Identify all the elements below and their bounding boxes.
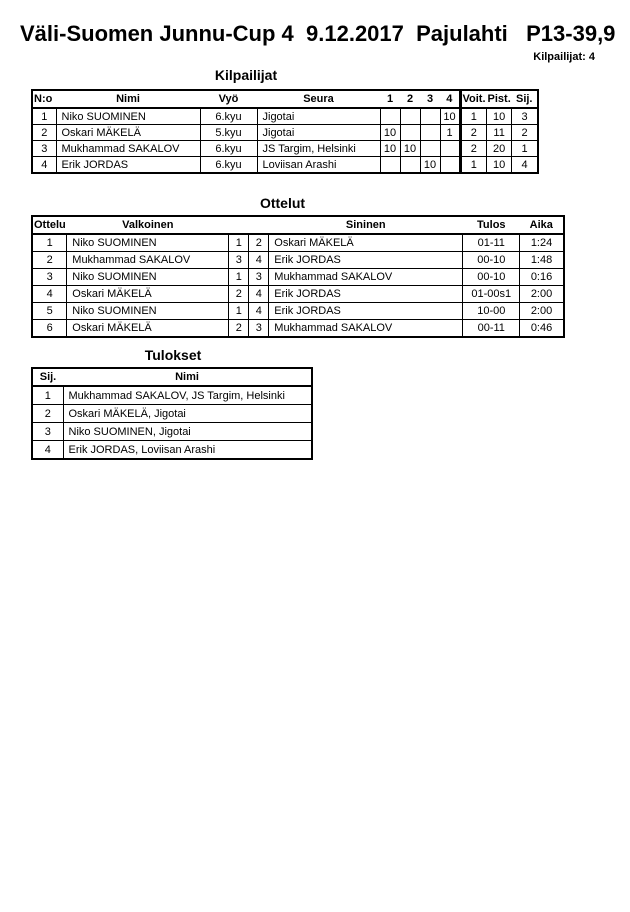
cell-voit: 2 xyxy=(460,125,487,141)
table-row xyxy=(32,441,312,460)
cell-sij: 1 xyxy=(32,386,63,405)
col-header-nimi: Nimi xyxy=(63,368,312,386)
cell-vs-3 xyxy=(420,141,440,157)
cell-nimi: Mukhammad SAKALOV xyxy=(56,141,200,157)
cell-vyo: 6.kyu xyxy=(200,157,257,174)
table-row xyxy=(32,108,538,125)
cell-aika: 1:48 xyxy=(520,252,564,269)
col-header-voit: Voit. xyxy=(460,90,487,108)
cell-blue-no: 3 xyxy=(249,320,269,338)
cell-aika: 2:00 xyxy=(520,303,564,320)
cell-seura: JS Targim, Helsinki xyxy=(257,141,380,157)
cell-sininen: Erik JORDAS xyxy=(269,252,463,269)
col-header-vyo: Vyö xyxy=(200,90,257,108)
cell-blue-no: 4 xyxy=(249,252,269,269)
cell-vs-4 xyxy=(440,141,460,157)
col-header-aika: Aika xyxy=(520,216,564,234)
cell-valkoinen: Niko SUOMINEN xyxy=(67,269,229,286)
cell-nimi: Erik JORDAS, Loviisan Arashi xyxy=(63,441,312,460)
col-header-pist: Pist. xyxy=(487,90,512,108)
table-row xyxy=(32,125,538,141)
cell-voit: 1 xyxy=(460,157,487,174)
cell-vs-1: 10 xyxy=(380,125,400,141)
cell-vs-1 xyxy=(380,108,400,125)
cell-white-no: 2 xyxy=(229,320,249,338)
cell-sij: 1 xyxy=(512,141,538,157)
table-row xyxy=(32,286,564,303)
cell-vs-2 xyxy=(400,157,420,174)
table-row xyxy=(32,423,312,441)
col-header-seura: Seura xyxy=(257,90,380,108)
cell-vs-4 xyxy=(440,157,460,174)
table-header-row xyxy=(32,368,312,386)
cell-vs-3 xyxy=(420,108,440,125)
cell-nimi: Niko SUOMINEN xyxy=(56,108,200,125)
col-header-no: N:o xyxy=(32,90,56,108)
cell-tulos: 00-11 xyxy=(463,320,520,338)
cell-white-no: 1 xyxy=(229,269,249,286)
cell-no: 4 xyxy=(32,157,56,174)
cell-no: 3 xyxy=(32,141,56,157)
table-row xyxy=(32,234,564,252)
table-row xyxy=(32,405,312,423)
cell-tulos: 00-10 xyxy=(463,252,520,269)
table-row xyxy=(32,320,564,338)
cell-nimi: Niko SUOMINEN, Jigotai xyxy=(63,423,312,441)
cell-tulos: 10-00 xyxy=(463,303,520,320)
cell-match-no: 3 xyxy=(32,269,67,286)
cell-sij: 2 xyxy=(32,405,63,423)
cell-vyo: 6.kyu xyxy=(200,141,257,157)
cell-valkoinen: Niko SUOMINEN xyxy=(67,234,229,252)
cell-sij: 3 xyxy=(512,108,538,125)
cell-blue-no: 3 xyxy=(249,269,269,286)
cell-vs-4: 1 xyxy=(440,125,460,141)
table-row xyxy=(32,303,564,320)
cell-aika: 0:16 xyxy=(520,269,564,286)
cell-vs-1: 10 xyxy=(380,141,400,157)
cell-valkoinen: Oskari MÄKELÄ xyxy=(67,320,229,338)
col-header-nimi: Nimi xyxy=(56,90,200,108)
col-header-valkoinen: Valkoinen xyxy=(67,216,229,234)
cell-match-no: 2 xyxy=(32,252,67,269)
cell-no: 2 xyxy=(32,125,56,141)
cell-aika: 1:24 xyxy=(520,234,564,252)
cell-match-no: 5 xyxy=(32,303,67,320)
col-header-ottelu: Ottelu xyxy=(32,216,67,234)
col-header-blue-no xyxy=(249,216,269,234)
table-row xyxy=(32,157,538,174)
cell-white-no: 3 xyxy=(229,252,249,269)
cell-pist: 10 xyxy=(487,108,512,125)
cell-sininen: Mukhammad SAKALOV xyxy=(269,320,463,338)
table-header-row xyxy=(32,90,538,108)
section-title-kilpailijat: Kilpailijat xyxy=(214,67,278,83)
cell-voit: 1 xyxy=(460,108,487,125)
cell-tulos: 01-00s1 xyxy=(463,286,520,303)
cell-valkoinen: Niko SUOMINEN xyxy=(67,303,229,320)
cell-valkoinen: Oskari MÄKELÄ xyxy=(67,286,229,303)
cell-white-no: 1 xyxy=(229,234,249,252)
col-header-1: 1 xyxy=(380,90,400,108)
cell-nimi: Mukhammad SAKALOV, JS Targim, Helsinki xyxy=(63,386,312,405)
cell-seura: Loviisan Arashi xyxy=(257,157,380,174)
cell-vyo: 6.kyu xyxy=(200,108,257,125)
cell-blue-no: 2 xyxy=(249,234,269,252)
cell-tulos: 01-11 xyxy=(463,234,520,252)
cell-sij: 4 xyxy=(512,157,538,174)
cell-pist: 11 xyxy=(487,125,512,141)
cell-aika: 0:46 xyxy=(520,320,564,338)
col-header-sij: Sij. xyxy=(32,368,63,386)
table-row xyxy=(32,386,312,405)
cell-voit: 2 xyxy=(460,141,487,157)
table-row xyxy=(32,141,538,157)
competitors-count: Kilpailijat: 4 xyxy=(533,51,595,63)
col-header-2: 2 xyxy=(400,90,420,108)
ottelut-table xyxy=(31,215,565,338)
cell-blue-no: 4 xyxy=(249,303,269,320)
cell-aika: 2:00 xyxy=(520,286,564,303)
cell-vyo: 5.kyu xyxy=(200,125,257,141)
cell-match-no: 1 xyxy=(32,234,67,252)
cell-no: 1 xyxy=(32,108,56,125)
results-document xyxy=(0,21,630,460)
cell-nimi: Oskari MÄKELÄ xyxy=(56,125,200,141)
cell-sininen: Oskari MÄKELÄ xyxy=(269,234,463,252)
tulokset-table xyxy=(31,367,313,460)
cell-tulos: 00-10 xyxy=(463,269,520,286)
kilpailijat-table xyxy=(31,89,539,174)
cell-seura: Jigotai xyxy=(257,125,380,141)
cell-nimi: Erik JORDAS xyxy=(56,157,200,174)
cell-sininen: Mukhammad SAKALOV xyxy=(269,269,463,286)
cell-sij: 3 xyxy=(32,423,63,441)
cell-sininen: Erik JORDAS xyxy=(269,286,463,303)
table-row xyxy=(32,269,564,286)
table-row xyxy=(32,252,564,269)
cell-white-no: 2 xyxy=(229,286,249,303)
cell-sininen: Erik JORDAS xyxy=(269,303,463,320)
col-header-sininen: Sininen xyxy=(269,216,463,234)
cell-nimi: Oskari MÄKELÄ, Jigotai xyxy=(63,405,312,423)
col-header-4: 4 xyxy=(440,90,460,108)
cell-match-no: 6 xyxy=(32,320,67,338)
section-title-ottelut: Ottelut xyxy=(259,195,306,211)
section-title-tulokset: Tulokset xyxy=(144,347,202,363)
cell-match-no: 4 xyxy=(32,286,67,303)
col-header-sij: Sij. xyxy=(512,90,538,108)
table-header-row xyxy=(32,216,564,234)
col-header-white-no xyxy=(229,216,249,234)
cell-blue-no: 4 xyxy=(249,286,269,303)
cell-seura: Jigotai xyxy=(257,108,380,125)
cell-pist: 20 xyxy=(487,141,512,157)
col-header-tulos: Tulos xyxy=(463,216,520,234)
cell-sij: 2 xyxy=(512,125,538,141)
cell-white-no: 1 xyxy=(229,303,249,320)
cell-vs-2 xyxy=(400,108,420,125)
cell-vs-3 xyxy=(420,125,440,141)
cell-vs-3: 10 xyxy=(420,157,440,174)
cell-pist: 10 xyxy=(487,157,512,174)
cell-vs-1 xyxy=(380,157,400,174)
cell-vs-2 xyxy=(400,125,420,141)
doc-title: Väli-Suomen Junnu-Cup 4 9.12.2017 Pajulahti P13-39,9 xyxy=(20,21,616,46)
cell-vs-2: 10 xyxy=(400,141,420,157)
cell-valkoinen: Mukhammad SAKALOV xyxy=(67,252,229,269)
col-header-3: 3 xyxy=(420,90,440,108)
cell-sij: 4 xyxy=(32,441,63,460)
cell-vs-4: 10 xyxy=(440,108,460,125)
